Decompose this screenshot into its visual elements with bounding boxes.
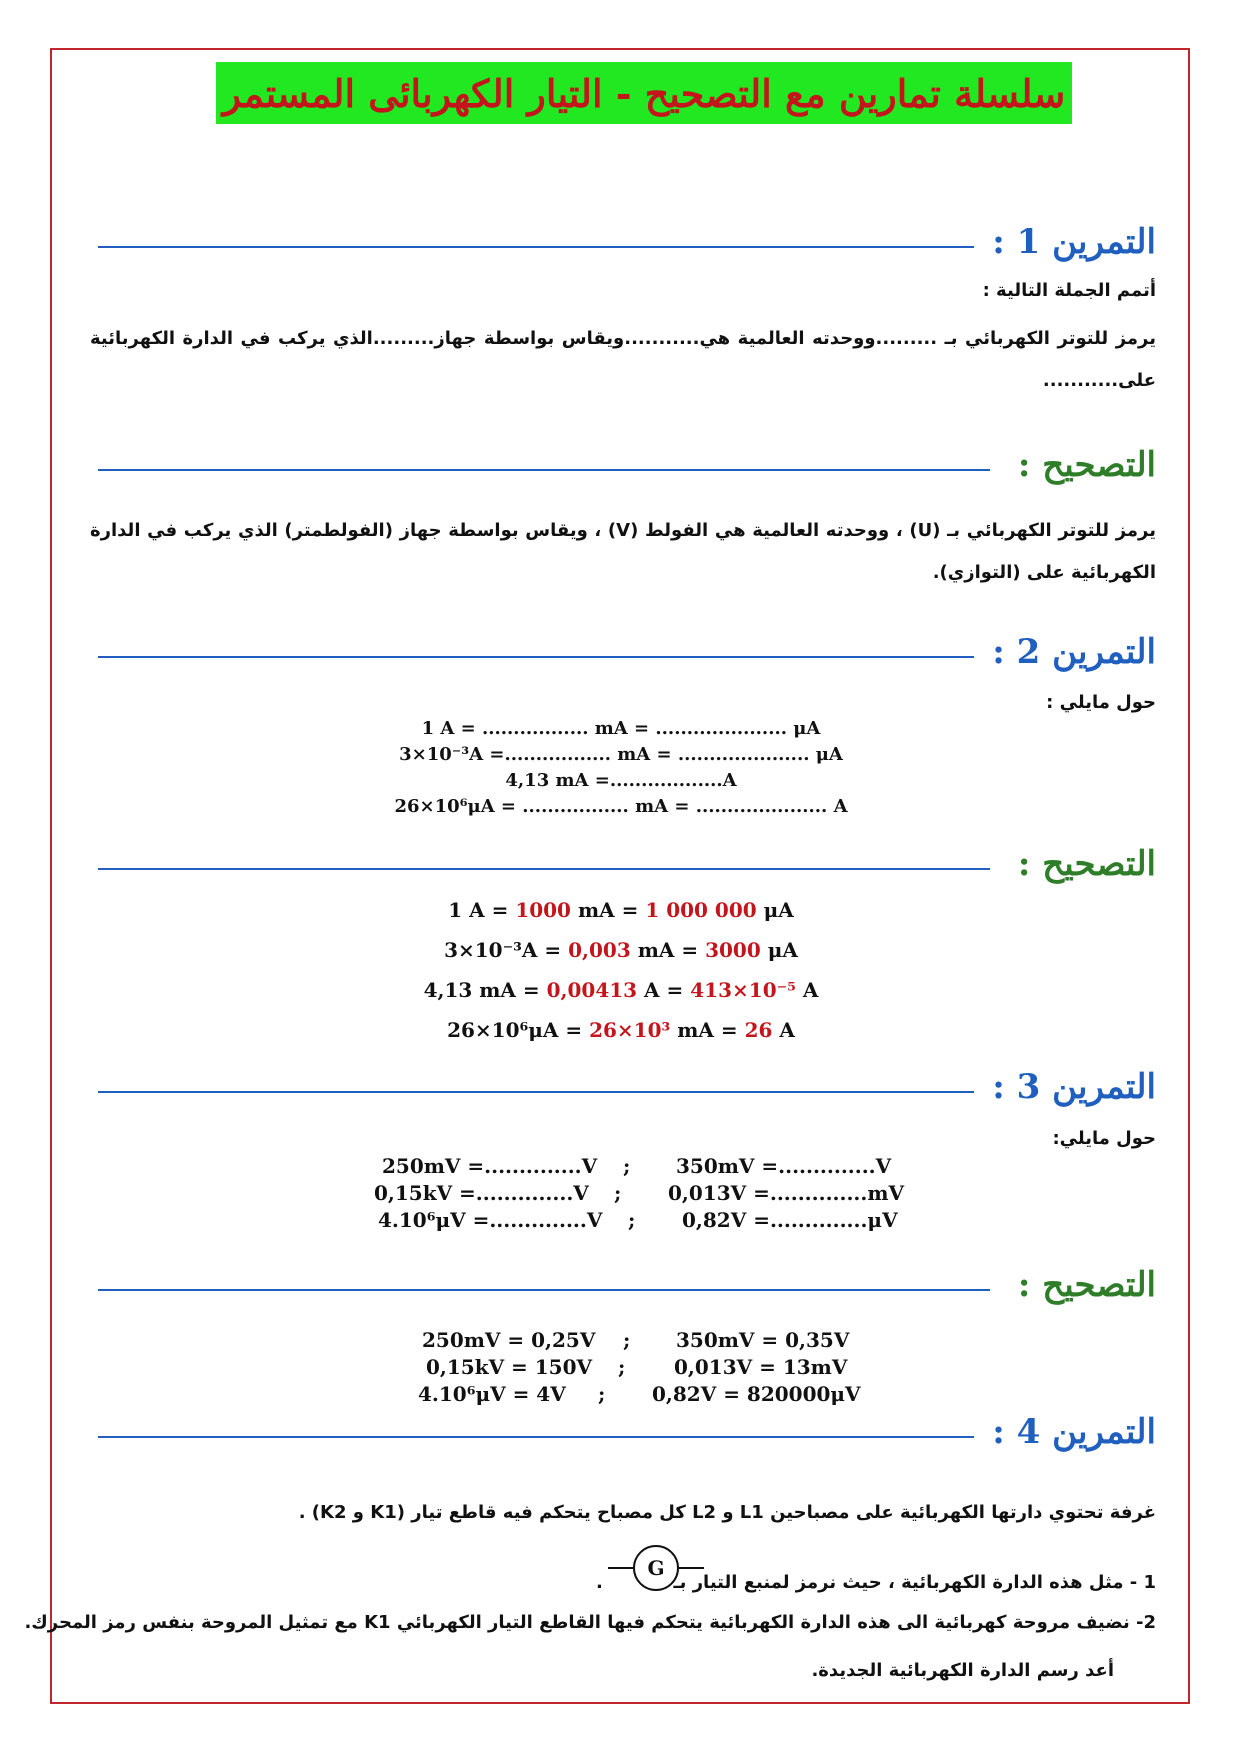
correction-3-title: التصحيح : bbox=[1017, 1265, 1156, 1305]
expr: 26×10⁶μA = bbox=[447, 1018, 590, 1042]
correction-2-line-2 bbox=[0, 938, 1242, 962]
correction-1-title: التصحيح : bbox=[1017, 445, 1156, 485]
unit: A bbox=[795, 978, 819, 1002]
ex3-right-1: 350mV =..............V bbox=[676, 1154, 892, 1178]
correction-2-line-3 bbox=[0, 978, 1242, 1002]
correction-2-line-1 bbox=[0, 898, 1242, 922]
cor3-left-2: 0,15kV = 150V bbox=[426, 1355, 593, 1379]
correction-1-text: يرمز للتوتر الكهربائي بـ (U) ، ووحدته العالمية هي الفولط (V) ، ويقاس بواسطة جهاز (الفولطمتر) الذي يركب في الدارة الكهربائية على (التوازي). bbox=[90, 520, 1156, 583]
answer: 1000 bbox=[515, 898, 571, 922]
answer: 1 000 000 bbox=[645, 898, 757, 922]
exercise-2-line-3: 4,13 mA =..................A bbox=[505, 770, 737, 791]
divider-line bbox=[98, 1436, 974, 1438]
cor3-right-1: 350mV = 0,35V bbox=[676, 1328, 850, 1352]
answer: 26 bbox=[744, 1018, 773, 1042]
ex3-right-2: 0,013V =..............mV bbox=[668, 1181, 905, 1205]
exercise-4-intro: غرفة تحتوي دارتها الكهربائية على مصباحين L1 و L2 كل مصباح يتحكم فيه قاطع تيار (K1 و K2) . bbox=[298, 1502, 1156, 1523]
page-title: سلسلة تمارين مع التصحيح - التيار الكهربائى المستمر bbox=[222, 70, 1066, 116]
unit: μA bbox=[760, 938, 798, 962]
divider-line bbox=[98, 1289, 990, 1291]
separator: ; bbox=[623, 1328, 631, 1352]
ex3-left-1: 250mV =..............V bbox=[382, 1154, 598, 1178]
unit: μA bbox=[756, 898, 794, 922]
exercise-3-instruction: حول مايلي: bbox=[1052, 1128, 1156, 1149]
ex3-left-2: 0,15kV =..............V bbox=[374, 1181, 589, 1205]
separator: ; bbox=[614, 1181, 622, 1205]
divider-line bbox=[98, 868, 990, 870]
separator: ; bbox=[618, 1355, 626, 1379]
expr: 1 A = bbox=[448, 898, 516, 922]
title-banner bbox=[216, 62, 1072, 124]
exercise-4-question-1: 1 - مثل هذه الدارة الكهربائية ، حيث نرمز لمنبع التيار بـ bbox=[673, 1572, 1156, 1593]
exercise-4-question-2: 2- نضيف مروحة كهربائية الى هذه الدارة الكهربائية يتحكم فيها القاطع التيار الكهربائي K1 مع تمثيل المروحة بنفس رمز المحرك. bbox=[24, 1612, 1156, 1633]
separator: ; bbox=[623, 1154, 631, 1178]
exercise-3-header bbox=[98, 1067, 1156, 1107]
cor3-right-3: 0,82V = 820000μV bbox=[652, 1382, 861, 1406]
answer: 413×10⁻⁵ bbox=[690, 978, 796, 1002]
exercise-2-instruction: حول مايلي : bbox=[1046, 692, 1156, 713]
exercise-2-line-2: 3×10⁻³A =................. mA = ..................... μA bbox=[399, 744, 843, 765]
expr: 4,13 mA = bbox=[423, 978, 547, 1002]
generator-icon bbox=[608, 1542, 704, 1594]
exercise-1-title: التمرين 1 : bbox=[992, 222, 1156, 262]
correction-2-header bbox=[98, 844, 1156, 884]
expr: mA = bbox=[570, 898, 646, 922]
exercise-2-header bbox=[98, 632, 1156, 672]
unit: A bbox=[772, 1018, 795, 1042]
answer: 26×10³ bbox=[589, 1018, 671, 1042]
cor3-left-3: 4.10⁶μV = 4V bbox=[418, 1382, 566, 1406]
answer: 0,003 bbox=[568, 938, 631, 962]
exercise-2-line-1: 1 A = ................. mA = ..................... μA bbox=[421, 718, 821, 739]
expr: A = bbox=[637, 978, 691, 1002]
cor3-right-2: 0,013V = 13mV bbox=[674, 1355, 848, 1379]
answer: 3000 bbox=[705, 938, 761, 962]
exercise-1-text: يرمز للتوتر الكهربائي بـ .........ووحدته العالمية هي...........ويقاس بواسطة جهاز.........الذي يركب في الدارة الكهربائية على........... bbox=[90, 328, 1156, 391]
correction-1-header bbox=[98, 445, 1156, 485]
correction-2-line-4 bbox=[0, 1018, 1242, 1042]
exercise-4-header bbox=[98, 1412, 1156, 1452]
separator: ; bbox=[598, 1382, 606, 1406]
question-1-period: . bbox=[596, 1572, 603, 1593]
exercise-2-title: التمرين 2 : bbox=[992, 632, 1156, 672]
ex3-right-3: 0,82V =..............μV bbox=[682, 1208, 898, 1232]
generator-symbol bbox=[608, 1542, 704, 1594]
expr: mA = bbox=[630, 938, 706, 962]
exercise-1-instruction: أتمم الجملة التالية : bbox=[982, 280, 1156, 301]
divider-line bbox=[98, 246, 974, 248]
cor3-left-1: 250mV = 0,25V bbox=[422, 1328, 596, 1352]
correction-2-title: التصحيح : bbox=[1017, 844, 1156, 884]
generator-label: G bbox=[647, 1556, 665, 1580]
exercise-2-line-4: 26×10⁶μA = ................. mA = ..................... A bbox=[394, 796, 848, 817]
exercise-4-title: التمرين 4 : bbox=[992, 1412, 1156, 1452]
expr: mA = bbox=[670, 1018, 745, 1042]
exercise-1-header bbox=[98, 222, 1156, 262]
divider-line bbox=[98, 656, 974, 658]
divider-line bbox=[98, 1091, 974, 1093]
divider-line bbox=[98, 469, 990, 471]
ex3-left-3: 4.10⁶μV =..............V bbox=[378, 1208, 603, 1232]
correction-3-header bbox=[98, 1265, 1156, 1305]
exercise-4-question-2b: أعد رسم الدارة الكهربائية الجديدة. bbox=[811, 1660, 1114, 1681]
exercise-3-title: التمرين 3 : bbox=[992, 1067, 1156, 1107]
expr: 3×10⁻³A = bbox=[444, 938, 569, 962]
separator: ; bbox=[628, 1208, 636, 1232]
answer: 0,00413 bbox=[546, 978, 638, 1002]
